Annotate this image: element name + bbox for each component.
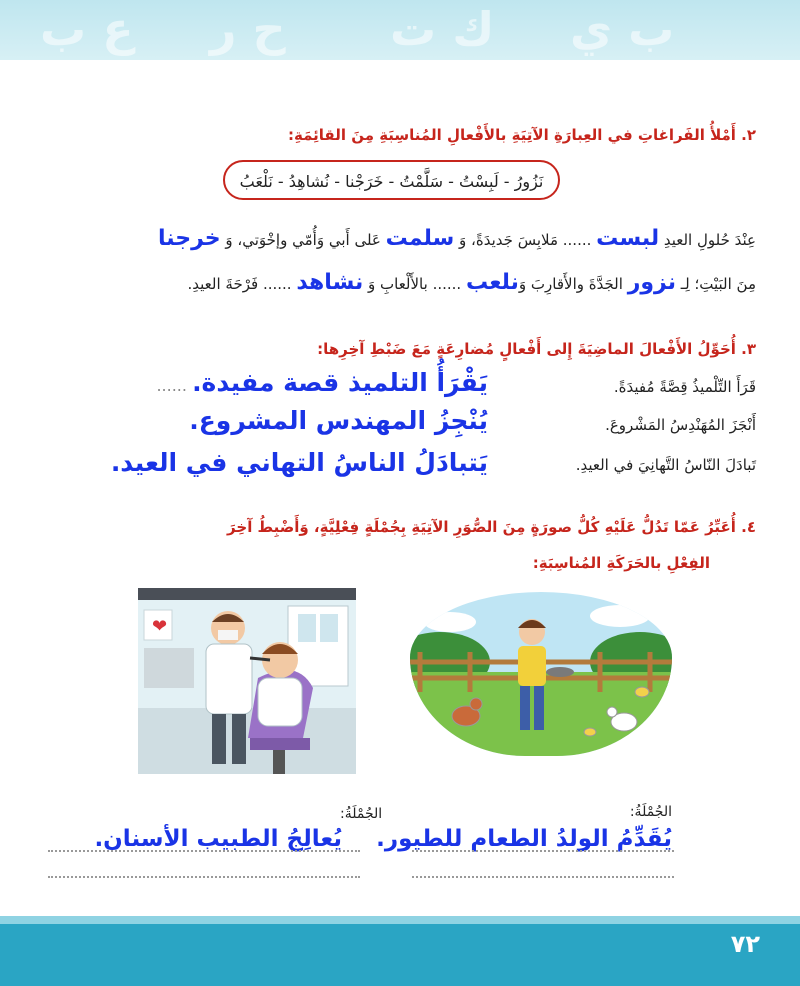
page-number: ٧٢: [730, 930, 760, 958]
q3-answer-3: [111, 448, 488, 477]
q3-answer-1: يَقْرَأُ التلميذ قصة مفيدة. ......: [156, 368, 488, 397]
word-bank-box: نَزُورُ - لَبِسْتُ - سَلَّمْتُ - خَرَجْنا - نُشاهِدُ - نَلْعَبُ: [223, 160, 560, 200]
filled-verb-answer: نزور: [627, 270, 676, 295]
q3-title: ٣. أُحَوِّلُ الأَفْعالَ الماضِيَةَ إِلى أَفْعالٍ مُضارِعَةٍ مَعَ ضَبْطِ آخِرِها:: [317, 340, 756, 358]
page-footer-band: [0, 916, 800, 986]
right-sentence-label: الجُمْلَةُ:: [629, 804, 672, 820]
sentence-text: عَلى أَبي وَأُمّي وإخْوَتي، وَ: [220, 231, 386, 249]
filled-verb-answer: نشاهد: [296, 270, 364, 295]
q3-answer-3-text: يَتبادَلُ الناسُ التهاني في العيد.: [110, 448, 488, 477]
q2-title: ٢. أَمْلأُ الفَراغاتِ في العِبارَةِ الآتِيَةِ بالأَفْعالِ المُناسِبَةِ مِنَ القائِمَةِ:: [287, 126, 756, 144]
q2-sentence-line-2: [188, 270, 756, 295]
sentence-text: ...... مَلابِسَ جَديدَةً، وَ: [454, 231, 597, 249]
filled-verb-answer: خرجنا: [157, 226, 221, 251]
sentence-text: ...... بالأَلْعابِ وَ: [363, 275, 466, 293]
right-answer-line-1: [412, 850, 674, 852]
filled-verb-answer: نلعب: [465, 270, 519, 295]
sentence-text: عِنْدَ حُلولِ العيدِ: [659, 231, 756, 249]
q3-prompt-2: أَنْجَزَ المُهَنْدِسُ المَشْروعَ.: [605, 416, 756, 434]
left-answer-line-2: [48, 876, 360, 878]
q4-title-line-2: الفِعْلِ بالحَرَكَةِ المُناسِبَةِ:: [532, 554, 710, 572]
farm-illustration: [410, 592, 672, 756]
sentence-text: مِنَ البَيْتِ؛ لِـ: [675, 275, 756, 293]
svg-text:❤: ❤: [152, 616, 168, 637]
left-answer-line-1: [48, 850, 360, 852]
dentist-scene-image: [138, 588, 356, 774]
filled-verb-answer: سلمت: [385, 226, 455, 251]
q2-sentence-line-1: [158, 226, 756, 251]
dentist-illustration: [138, 588, 356, 774]
right-sentence-answer: يُقَدِّمُ الولدُ الطعام للطيور.: [376, 826, 672, 852]
q3-prompt-3: تَبادَلَ النّاسُ التَّهانِيَ في العيدِ.: [575, 456, 756, 474]
sentence-text: ...... فَرْحَةَ العيدِ.: [187, 275, 297, 293]
right-answer-line-2: [412, 876, 674, 878]
sentence-text: الجَدَّةَ والأَقارِبَ وَ: [518, 275, 628, 293]
q3-answer-1-text: يَقْرَأُ التلميذ قصة مفيدة.: [192, 368, 488, 397]
decorative-header-band: ع ب ح ر ك ت ب ي: [0, 0, 800, 60]
left-sentence-label: الجُمْلَةُ:: [340, 806, 383, 822]
q3-answer-2-text: يُنْجِزُ المهندس المشروع.: [189, 406, 488, 435]
q4-title-line-1: ٤. أُعَبِّرُ عَمّا تَدُلُّ عَلَيْهِ كُلُّ صورَةٍ مِنَ الصُّوَرِ الآتِيَةِ بِجُمْلَةٍ فِعْلِيَّةٍ، وَأَضْبِطُ آخِرَ: [227, 518, 756, 536]
boy-feeding-chickens-image: [410, 592, 672, 756]
q3-answer-2: [189, 406, 488, 435]
left-sentence-answer: يُعالِجُ الطبيب الأسنان.: [94, 826, 342, 852]
q3-prompt-1: قَرَأَ التِّلْميذُ قِصَّةً مُفيدَةً.: [613, 378, 756, 396]
filled-verb-answer: لبست: [596, 226, 660, 251]
